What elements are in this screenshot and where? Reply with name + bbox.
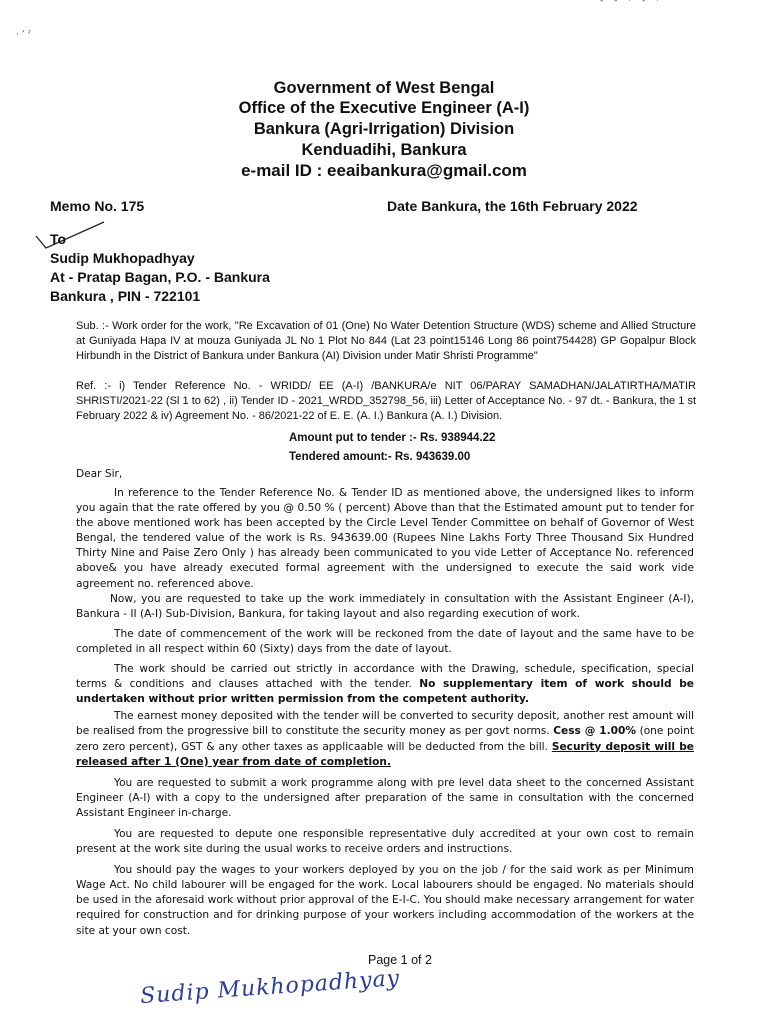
handwritten-signature: Sudip Mukhopadhyay: [139, 965, 401, 1010]
supplementary-warning: No supplementary item of work should be undertaken without prior written permission from the competent authority.: [76, 678, 694, 706]
memo-date: Date Bankura, the 16th February 2022: [387, 198, 638, 214]
specification-text: The work should be carried out strictly in accordance with the Drawing, schedule, specification, special terms & conditions and clauses attached with the tender.: [76, 663, 694, 691]
paragraph-representative: You are requested to depute one responsible representative duly accredited at your own cost to remain present at the work site during the usual works to receive orders and instructions.: [76, 827, 694, 856]
paragraph-acceptance: In reference to the Tender Reference No. & Tender ID as mentioned above, the undersigned likes to inform you again that the rate offered by you @ 0.50 % ( percent) Above than that the Estimated amount put to tender for the above mentioned work has been accepted by the Circle Level Tender Committee on behalf of Governor of West Bengal, the tendered value of the work is Rs. 943639.00 (Rupees Nine Lakhs Forty Three Thousand Six Hundred Thirty Nine and Paise Zero Only ) has already been communicated to you vide Letter of Acceptance No. referenced above& you have already executed formal agreement with the undersigned to execute the said work vide agreement no. referenced above.: [76, 487, 694, 590]
paragraph-security-deposit: [76, 709, 694, 769]
paragraph-wages: You should pay the wages to your workers deployed by you on the job / for the said work as per Minimum Wage Act. No child labourer will be engaged for the work. Local labourers should be engaged. No materials should be used in the aforesaid work without prior approval of the E-I-C. You should make necessary arrangement for water required for construction and for drinking purpose of your workers including accommodation of the workers at the site at your own cost.: [76, 864, 694, 937]
header-email: e-mail ID : eeaibankura@gmail.com: [241, 161, 527, 180]
amount-put-to-tender: Amount put to tender :- Rs. 938944.22: [289, 432, 496, 444]
recipient-address-line1: At - Pratap Bagan, P.O. - Bankura: [50, 269, 270, 285]
subject-text: Sub. :- Work order for the work, "Re Excavation of 01 (One) No Water Detention Structure (WDS) scheme and Allied Structure at Guniyada Hapa IV at mouza Guniyada JL No 1 Plot No 844 (Lat 23 point15146 Long 86 point754428) GP Gopalpur Block Hirbundh in the District of Bankura under Bankura (AI) Division under Matir Shristi Programme": [76, 320, 696, 363]
header-location: Kenduadihi, Bankura: [301, 141, 467, 159]
security-release-note: Security deposit will be released after 1 (One) year from date of completion.: [76, 740, 694, 768]
header-government: Government of West Bengal: [273, 79, 495, 97]
scan-specks-icon: · ʼ ˀ: [16, 30, 31, 40]
recipient-name: Sudip Mukhopadhyay: [50, 250, 195, 266]
paragraph-work-programme: You are requested to submit a work programme along with pre level data sheet to the concerned Assistant Engineer (A-I) with a copy to the undersigned after preparation of the same in consultation with the concerned Assistant Engineer in-charge.: [76, 776, 694, 819]
tax-deduction-text: (one point zero zero percent), GST & any other taxes as applicaable will be deducted from the bill.: [76, 725, 694, 753]
tendered-amount-label: Tendered amount: [289, 451, 385, 463]
paragraph-commencement: The date of commencement of the work will be reckoned from the date of layout and the same have to be completed in all respect within 60 (Sixty) days from the date of layout.: [76, 627, 694, 655]
salutation: Dear Sir,: [76, 468, 123, 480]
header-division: Bankura (Agri-Irrigation) Division: [253, 120, 515, 138]
cess-rate: Cess @ 1.00%: [553, 725, 636, 738]
header-office: Office of the Executive Engineer (A-I): [238, 99, 530, 117]
tendered-amount-value: :- Rs. 943639.00: [384, 451, 471, 463]
recipient-to: To: [50, 231, 67, 247]
paragraph-specification: [76, 662, 694, 707]
page-number: Page 1 of 2: [368, 953, 432, 967]
scan-specks-top-icon: - - · - ·: [600, 0, 663, 6]
reference-text: Ref. :- i) Tender Reference No. - WRIDD/ EE (A-I) /BANKURA/e NIT 06/PARAY SAMADHAN/JALATIRTHA/MATIR SHRISTI/2021-22 (Sl 1 to 62) , ii) Tender ID - 2021_WRDD_352798_56, iii) Letter of Acceptance No. - 97 dt. - Bankura, the 1 st February 2022 & iv) Agreement No. - 86/2021-22 of E. E. (A. I.) Bankura (A. I.) Division.: [76, 380, 696, 423]
letter-body: [76, 486, 694, 939]
earnest-money-text: The earnest money deposited with the tender will be converted to security deposit, another rest amount will be realised from the progressive bill to constitute the security money as per govt norms.: [76, 710, 694, 738]
paragraph-take-up-work: Now, you are requested to take up the work immediately in consultation with the Assistant Engineer (A-I), Bankura - II (A-I) Sub-Division, Bankura, for taking layout and also regarding execution of work.: [76, 592, 694, 620]
recipient-address-line2: Bankura , PIN - 722101: [50, 288, 201, 304]
memo-number: Memo No. 175: [50, 198, 145, 214]
